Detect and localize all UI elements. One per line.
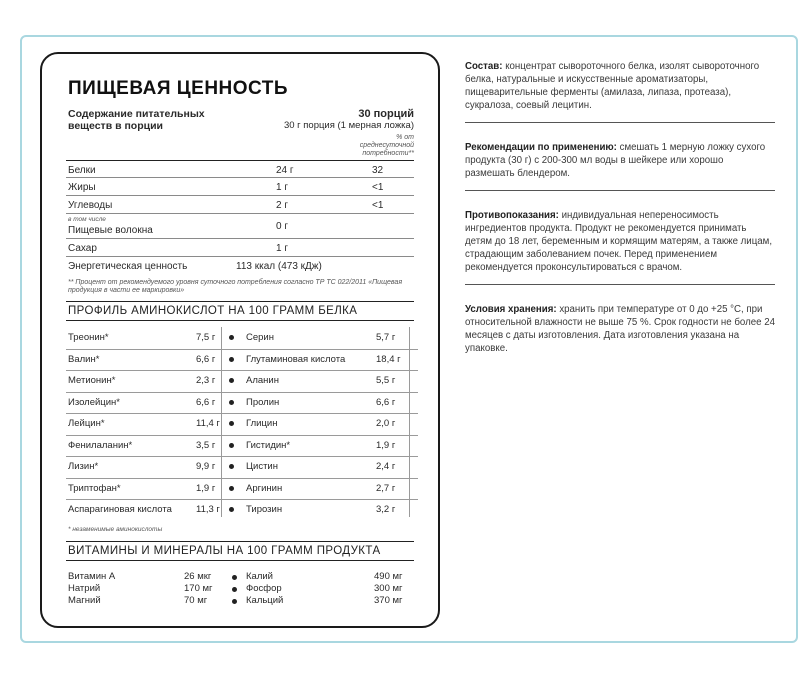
amino-right-value: 5,7 г bbox=[376, 332, 396, 343]
vitamins-title: ВИТАМИНЫ И МИНЕРАЛЫ НА 100 ГРАММ ПРОДУКТА bbox=[66, 541, 414, 561]
bullet-icon bbox=[229, 335, 234, 340]
amino-left-value: 11,4 г bbox=[196, 418, 220, 429]
column-divider bbox=[221, 327, 222, 517]
composition-block bbox=[465, 60, 775, 122]
nutrient-percent: <1 bbox=[372, 182, 384, 193]
amino-row bbox=[66, 413, 418, 434]
nutrient-amount: 1 г bbox=[276, 182, 288, 193]
amino-left-value: 6,6 г bbox=[196, 396, 216, 408]
dv-footnote: ** Процент от рекомендуемого уровня суточного потребления согласно ТР ТС 022/2011 «Пищевая продукция в части ее маркировки» bbox=[68, 279, 403, 294]
including-label: в том числе bbox=[68, 216, 106, 223]
amino-right-name: Тирозин bbox=[246, 504, 283, 515]
composition-text: концентрат сывороточного белка, изолят сывороточного белка, натуральные и искусственные ароматизаторы, пищеварительные ферменты (амилаза, липаза, протеаза), сукралоза, соевый лецитин. bbox=[465, 61, 760, 111]
vitamin-row bbox=[66, 571, 418, 583]
amino-right-value: 2,7 г bbox=[376, 482, 396, 494]
vitamin-row bbox=[66, 595, 418, 607]
bullet-icon bbox=[229, 443, 234, 448]
vitamin-left-name: Натрий bbox=[68, 583, 101, 594]
nutrient-amount: 2 г bbox=[276, 200, 288, 211]
amino-right-name: Глицин bbox=[246, 418, 278, 429]
usage-text: смешать 1 мерную ложку сухого продукта (30 г) с 200-300 мл воды в шейкере или хорошо размешать блендером. bbox=[465, 142, 766, 179]
bullet-icon bbox=[229, 464, 234, 469]
sugar-row bbox=[66, 239, 414, 257]
amino-row bbox=[66, 435, 418, 456]
info-column bbox=[465, 60, 775, 365]
amino-left-name: Метионин* bbox=[68, 375, 116, 386]
amino-right-name: Пролин bbox=[246, 396, 280, 408]
amino-right-value: 18,4 г bbox=[376, 353, 401, 365]
bullet-icon bbox=[232, 587, 237, 592]
nutrient-row bbox=[66, 196, 414, 214]
amino-left-value: 9,9 г bbox=[196, 461, 216, 472]
fiber-row bbox=[66, 214, 414, 239]
vitamin-right-value: 300 мг bbox=[374, 583, 403, 594]
amino-left-name: Лизин* bbox=[68, 461, 99, 472]
nutrient-name: Углеводы bbox=[68, 200, 113, 211]
amino-left-value: 6,6 г bbox=[196, 353, 216, 365]
amino-left-value: 7,5 г bbox=[196, 332, 216, 343]
amino-right-name: Аргинин bbox=[246, 482, 283, 494]
amino-right-name: Цистин bbox=[246, 461, 278, 472]
nutrient-row bbox=[66, 160, 414, 178]
amino-row bbox=[66, 478, 418, 499]
sugar-amount: 1 г bbox=[276, 243, 288, 254]
vitamin-right-name: Кальций bbox=[246, 595, 284, 606]
amino-row bbox=[66, 456, 418, 477]
storage-label: Условия хранения: bbox=[465, 304, 557, 315]
vitamin-right-value: 370 мг bbox=[374, 595, 403, 606]
amino-left-name: Треонин* bbox=[68, 332, 109, 343]
vitamin-left-value: 70 мг bbox=[184, 595, 208, 606]
amino-right-value: 1,9 г bbox=[376, 439, 396, 451]
amino-row bbox=[66, 327, 418, 348]
amino-left-name: Лейцин* bbox=[68, 418, 105, 429]
amino-row bbox=[66, 499, 418, 520]
amino-row bbox=[66, 370, 418, 391]
bullet-icon bbox=[229, 400, 234, 405]
amino-row bbox=[66, 349, 418, 370]
bullet-icon bbox=[229, 486, 234, 491]
vitamin-right-name: Калий bbox=[246, 571, 273, 582]
storage-text: хранить при температуре от 0 до +25 °С, при относительной влажности не выше 75 %. Срок годности не более 24 месяцев с даты изготовления. Дата изготовления указана на упаковке. bbox=[465, 304, 775, 354]
usage-block bbox=[465, 141, 775, 190]
nutrient-percent: <1 bbox=[372, 200, 384, 211]
column-divider bbox=[409, 327, 410, 517]
dv-note: % от среднесуточной потребности** bbox=[359, 134, 414, 157]
vitamin-right-name: Фосфор bbox=[246, 583, 282, 594]
nutrient-name: Жиры bbox=[68, 182, 96, 193]
divider bbox=[465, 284, 775, 285]
bullet-icon bbox=[232, 599, 237, 604]
bullet-icon bbox=[229, 357, 234, 362]
amino-right-value: 6,6 г bbox=[376, 396, 396, 408]
nutrient-percent: 32 bbox=[372, 165, 384, 176]
amino-right-name: Серин bbox=[246, 332, 274, 343]
amino-right-name: Глутаминовая кислота bbox=[246, 353, 346, 365]
nutrient-row bbox=[66, 178, 414, 196]
amino-right-value: 2,4 г bbox=[376, 461, 396, 472]
nutrient-name: Белки bbox=[68, 165, 96, 176]
amino-right-value: 3,2 г bbox=[376, 504, 396, 515]
panel-title: ПИЩЕВАЯ ЦЕННОСТЬ bbox=[68, 78, 289, 99]
vitamin-left-name: Витамин А bbox=[68, 571, 116, 582]
servings-count: 30 порций bbox=[358, 108, 414, 120]
content-label: Содержание питательных веществ в порции bbox=[68, 108, 205, 132]
energy-row bbox=[66, 257, 414, 275]
energy-name: Энергетическая ценность bbox=[68, 261, 188, 272]
bullet-icon bbox=[229, 421, 234, 426]
vitamin-left-value: 170 мг bbox=[184, 583, 213, 594]
amino-left-value: 2,3 г bbox=[196, 375, 216, 386]
nutrition-panel bbox=[40, 52, 440, 628]
amino-left-name: Валин* bbox=[68, 353, 100, 365]
contra-label: Противопоказания: bbox=[465, 210, 559, 221]
bullet-icon bbox=[229, 378, 234, 383]
serving-size: 30 г порция (1 мерная ложка) bbox=[283, 120, 414, 131]
bullet-icon bbox=[229, 507, 234, 512]
vitamin-left-value: 26 мкг bbox=[184, 571, 212, 582]
amino-right-value: 5,5 г bbox=[376, 375, 396, 386]
energy-amount: 113 ккал (473 кДж) bbox=[236, 261, 322, 272]
amino-left-value: 11,3 г bbox=[196, 504, 220, 515]
divider bbox=[465, 122, 775, 123]
fiber-amount: 0 г bbox=[276, 221, 288, 232]
divider bbox=[465, 190, 775, 191]
vitamins-table bbox=[66, 567, 414, 607]
amino-left-name: Фенилаланин* bbox=[68, 439, 133, 451]
storage-block bbox=[465, 303, 775, 365]
amino-title: ПРОФИЛЬ АМИНОКИСЛОТ НА 100 ГРАММ БЕЛКА bbox=[66, 301, 414, 321]
composition-label: Состав: bbox=[465, 61, 503, 72]
amino-right-value: 2,0 г bbox=[376, 418, 396, 429]
amino-right-name: Аланин bbox=[246, 375, 279, 386]
sugar-name: Сахар bbox=[68, 243, 97, 254]
amino-left-value: 1,9 г bbox=[196, 482, 216, 494]
nutrients-table bbox=[66, 160, 414, 214]
contra-block bbox=[465, 209, 775, 284]
contra-text: индивидуальная непереносимость ингредиентов продукта. Продукт не рекомендуется принимать детям до 18 лет, беременным и кормящим матерям, а также лицам, страдающим заболеванием почек. Перед применением рекомендуется проконсультироваться с врачом. bbox=[465, 210, 773, 273]
vitamin-left-name: Магний bbox=[68, 595, 101, 606]
amino-left-value: 3,5 г bbox=[196, 439, 216, 451]
vitamin-row bbox=[66, 583, 418, 595]
nutrient-amount: 24 г bbox=[276, 165, 294, 176]
amino-right-name: Гистидин* bbox=[246, 439, 291, 451]
serving-info bbox=[284, 108, 414, 132]
amino-left-name: Изолейцин* bbox=[68, 396, 120, 408]
portion-header bbox=[66, 108, 414, 132]
amino-table bbox=[66, 327, 414, 537]
amino-row bbox=[66, 392, 418, 413]
bullet-icon bbox=[232, 575, 237, 580]
usage-label: Рекомендации по применению: bbox=[465, 142, 617, 153]
vitamin-right-value: 490 мг bbox=[374, 571, 403, 582]
amino-note: * незаменимые аминокислоты bbox=[68, 526, 163, 533]
amino-left-name: Триптофан* bbox=[68, 482, 121, 494]
fiber-name: Пищевые волокна bbox=[68, 225, 153, 236]
amino-left-name: Аспарагиновая кислота bbox=[68, 504, 172, 515]
